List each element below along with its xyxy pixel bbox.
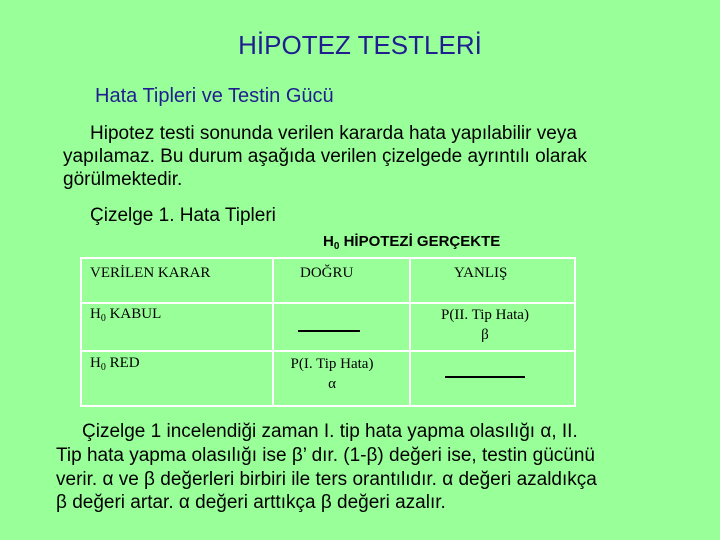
type1-error-cell <box>272 355 392 394</box>
intro-paragraph <box>63 123 683 191</box>
intro-line: yapılamaz. Bu durum aşağıda verilen çizelgede ayrıntılı olarak <box>63 145 587 167</box>
conclusion-line: Tip hata yapma olasılığı ise β’ dır. (1-β) değeri ise, testin gücünü <box>56 444 595 466</box>
intro-line: görülmektedir. <box>63 168 183 190</box>
col-header-decision: VERİLEN KARAR <box>90 265 211 281</box>
table-cell <box>410 351 575 406</box>
row-h0-reject <box>90 355 140 373</box>
intro-line: Hipotez testi sonunda verilen kararda hata yapılabilir veya <box>90 123 577 144</box>
row-h0-accept <box>90 306 161 324</box>
correct-decision-line <box>298 330 360 332</box>
h0-subscript: 0 <box>100 313 106 324</box>
page-subtitle: Hata Tipleri ve Testin Gücü <box>95 85 334 107</box>
h0-prefix: H <box>323 233 334 250</box>
h0-subscript: 0 <box>100 362 106 373</box>
beta-symbol: β <box>481 326 489 343</box>
alpha-symbol: α <box>328 375 336 392</box>
h0-prefix: H <box>90 355 101 371</box>
table-caption: Çizelge 1. Hata Tipleri <box>90 205 276 226</box>
page-title: HİPOTEZ TESTLERİ <box>238 30 482 60</box>
table-cell <box>273 303 410 351</box>
correct-decision-line <box>445 376 525 378</box>
type1-error-label: P(I. Tip Hata) <box>290 356 374 372</box>
type2-error-label: P(II. Tip Hata) <box>441 307 529 323</box>
col-header-true: DOĞRU <box>300 265 354 281</box>
h0-header-text: HİPOTEZİ GERÇEKTE <box>339 233 501 250</box>
conclusion-paragraph <box>56 420 696 515</box>
conclusion-line: Çizelge 1 incelendiği zaman I. tip hata yapma olasılığı α, II. <box>82 421 578 442</box>
row-label: RED <box>105 355 140 371</box>
conclusion-line: verir. α ve β değerleri birbiri ile ters orantılıdır. α değeri azaldıkça <box>56 468 597 490</box>
conclusion-line: β değeri artar. α değeri arttıkça β değeri azalır. <box>56 492 446 514</box>
row-label: KABUL <box>105 306 162 322</box>
h0-reality-header <box>323 233 500 252</box>
type2-error-cell <box>420 306 550 345</box>
col-header-false: YANLIŞ <box>454 265 508 281</box>
h0-subscript: 0 <box>333 241 340 252</box>
h0-prefix: H <box>90 306 101 322</box>
